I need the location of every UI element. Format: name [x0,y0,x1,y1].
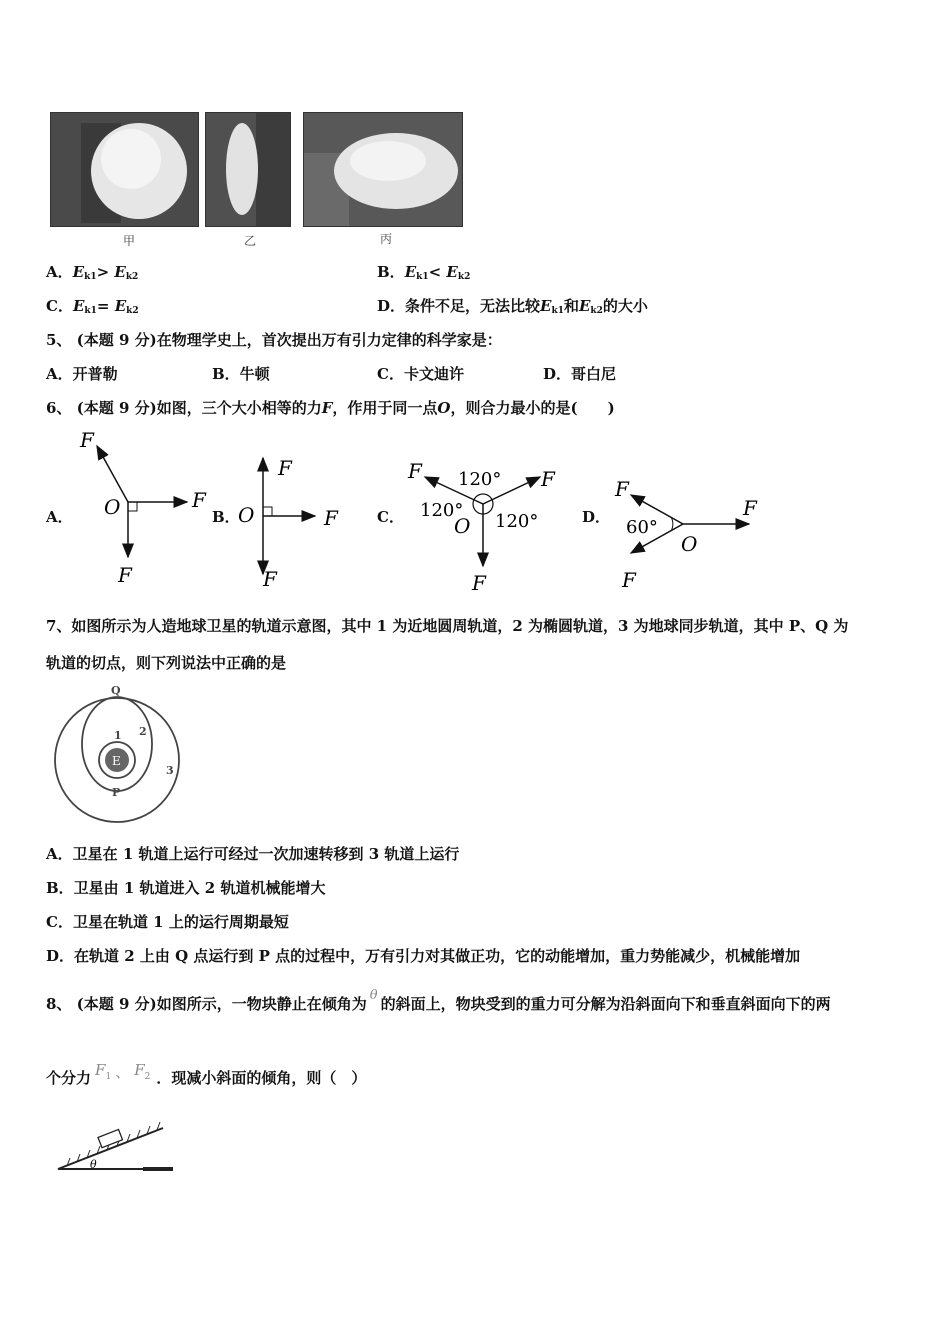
orbit-3-label: 3 [166,764,174,777]
golf-ball-image-jia [51,113,198,226]
force-label: F [615,477,629,501]
q4-option-d[interactable]: D．条件不足，无法比较$E_{k1}$和$E_{k2}$的大小 [377,297,648,316]
q7-stem-line2: 轨道的切点，则下列说法中正确的是 [46,654,287,672]
q5-option-c[interactable]: C．卡文迪许 [377,365,464,383]
force-label: F [192,488,206,512]
golf-ball-image-yi [206,113,290,226]
q4-option-a[interactable]: A．$E_{k1}> E_{k2}$ [46,263,139,282]
force-label: F [408,459,422,483]
photo-jia [50,112,199,227]
force-label: F [118,563,132,587]
q6-diagram-a [79,428,207,587]
q6-diagram-d [614,477,758,592]
earth-label: E [112,754,121,768]
q7-option-b[interactable]: B．卫星由 1 轨道进入 2 轨道机械能增大 [46,879,326,897]
q7-stem-line1: 7、如图所示为人造地球卫星的轨道示意图，其中 1 为近地圆周轨道，2 为椭圆轨道，3 为地球同步轨道，其中 P、Q 为 [46,617,849,635]
q5-stem: 5、 (本题 9 分)在物理学史上，首次提出万有引力定律的科学家是： [46,331,502,349]
orbit-1-label: 1 [114,729,122,742]
photo-yi [205,112,291,227]
q7-option-a[interactable]: A．卫星在 1 轨道上运行可经过一次加速转移到 3 轨道上运行 [46,845,460,863]
q6-diagram-b [238,456,339,591]
force-label: F [80,428,94,452]
q5-option-b[interactable]: B．牛顿 [212,365,270,383]
photo-bing [303,112,463,227]
q6-label-c[interactable]: C． [377,508,404,526]
q5-option-a[interactable]: A．开普勒 [46,365,118,383]
q6-label-a[interactable]: A． [46,508,73,526]
force-label: F [263,567,277,591]
orbit-2-label: 2 [139,725,147,738]
force-label: F [622,568,636,592]
q7-orbit-diagram [50,682,190,827]
q8-stem-line1: 8、 (本题 9 分)如图所示，一物块静止在倾角为 θ 的斜面上，物块受到的重力可分解为沿斜面向下和垂直斜面向下的两 [46,988,831,1013]
q6-stem: 6、 (本题 9 分)如图，三个大小相等的力F，作用于同一点O，则合力最小的是( ) [46,399,615,417]
force-label: F [743,496,757,520]
q4-option-c[interactable]: C．$E_{k1}= E_{k2}$ [46,297,139,316]
q4-option-b[interactable]: B．$E_{k1}< E_{k2}$ [377,263,471,282]
force-label: F [472,571,486,595]
q7-option-d[interactable]: D．在轨道 2 上由 Q 点运行到 P 点的过程中，万有引力对其做正功，它的动能增加，重力势能减少，机械能增加 [46,947,801,965]
angle-label: 120° [420,500,464,521]
angle-label: 60° [626,517,658,538]
q6-force-diagrams [0,420,950,600]
photo-caption-jia: 甲 [123,234,136,248]
point-q-label: Q [111,684,121,697]
orbit-2 [82,697,152,791]
origin-label: O [104,495,121,519]
force-label: F [541,467,555,491]
origin-label: O [238,503,255,527]
point-p-label: P [112,786,121,799]
angle-label: 120° [458,469,502,490]
force-label: F [278,456,292,480]
photo-caption-yi: 乙 [244,234,257,248]
q7-option-c[interactable]: C．卫星在轨道 1 上的运行周期最短 [46,913,289,931]
q6-label-b[interactable]: B． [212,508,240,526]
theta-label: θ [90,1158,97,1171]
photo-caption-bing: 丙 [380,232,393,246]
angle-label: 120° [495,511,539,532]
q5-option-d[interactable]: D．哥白尼 [543,365,617,383]
origin-label: O [681,532,698,556]
force-label: F [324,506,338,530]
golf-ball-image-bing [304,113,462,226]
origin-label: O [454,514,471,538]
q6-label-d[interactable]: D． [582,508,611,526]
q6-diagram-c [407,459,556,595]
q8-incline-diagram [55,1118,180,1178]
q8-stem-line2: 个分力 $F_1$ 、 $F_2$ ．现减小斜面的倾角，则（ ） [46,1061,367,1087]
